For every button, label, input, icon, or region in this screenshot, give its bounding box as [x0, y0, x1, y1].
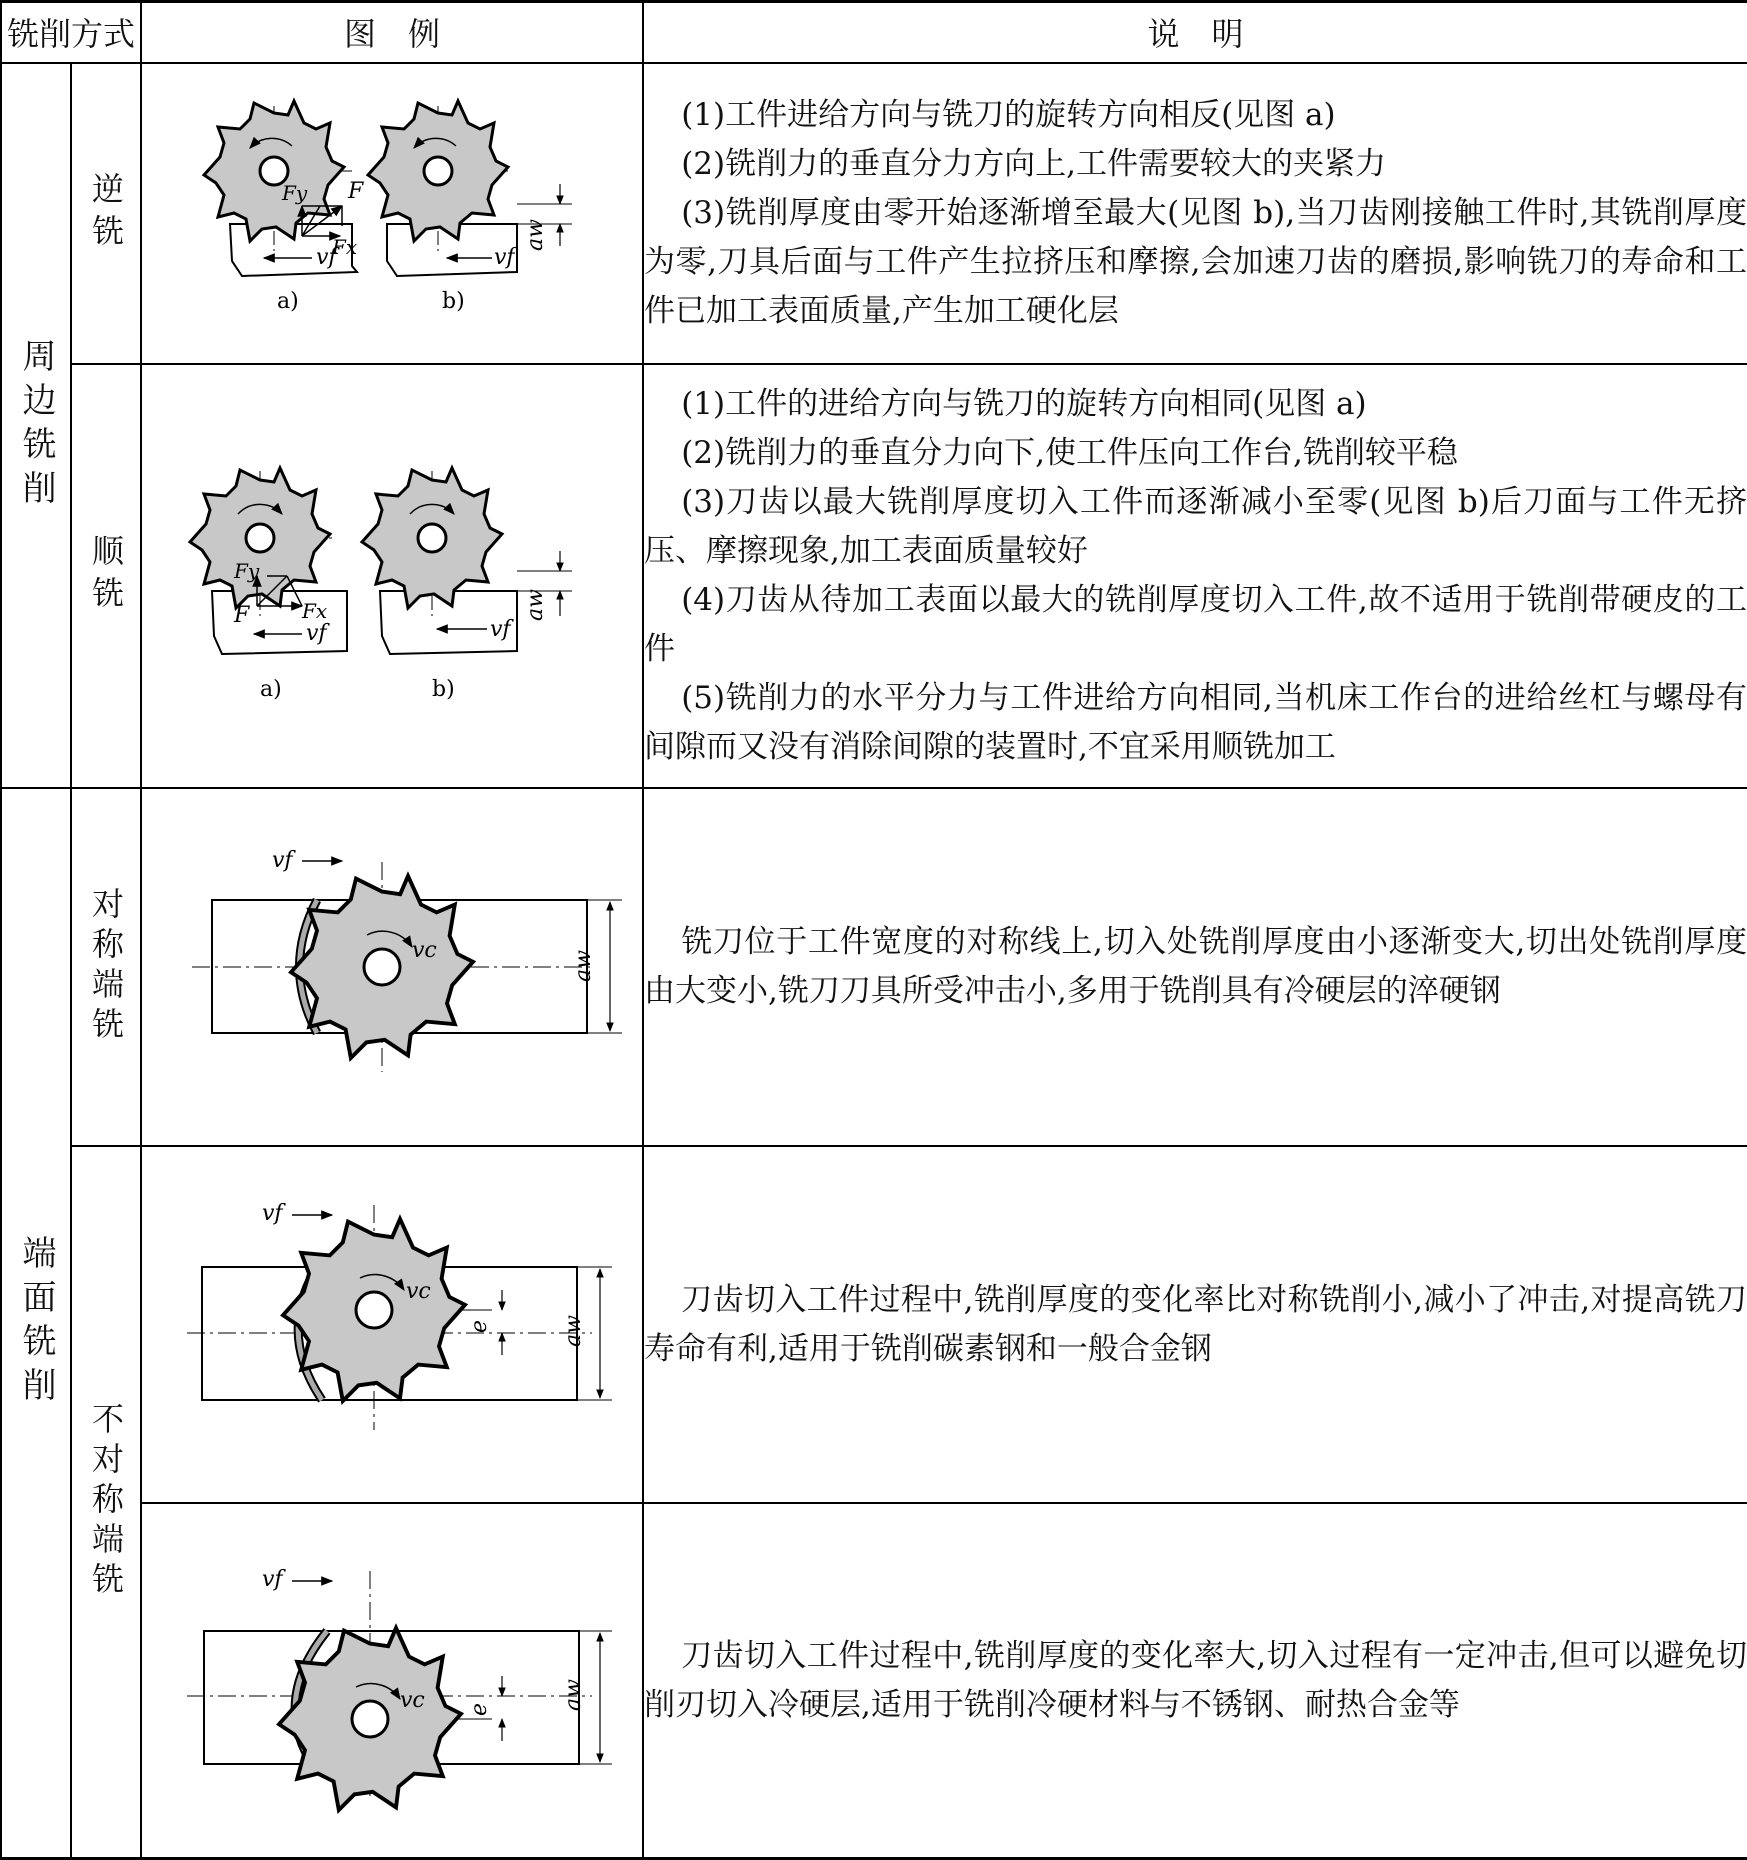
- row-up-milling: [1, 63, 1747, 364]
- method-asym-label: 不对称端铣: [87, 1401, 125, 1602]
- label-Fx: Fx: [332, 234, 358, 259]
- asymmetric-diagram-1: [142, 1165, 642, 1485]
- label-e-asym1: e: [467, 1319, 493, 1333]
- label-vf-asym1: vf: [262, 1200, 283, 1226]
- desc-asym2-text: 刀齿切入工件过程中,铣削厚度的变化率大,切入过程有一定冲击,但可以避免切削刃切入冷硬层,适用于铣削冷硬材料与不锈钢、耐热合金等: [644, 1637, 1747, 1723]
- category-face-label: 端面铣削: [16, 1235, 56, 1412]
- header-figure: 图 例: [141, 2, 643, 63]
- label-vf-a: vf: [316, 244, 337, 270]
- row-symmetric-face: [1, 788, 1747, 1145]
- method-sym-label: 对称端铣: [87, 887, 125, 1048]
- method-down: [71, 364, 141, 788]
- label-aw-down: aw: [523, 589, 549, 622]
- desc-up-milling: [643, 63, 1747, 364]
- label-aw-asym2: aw: [561, 1678, 587, 1711]
- category-peripheral-label: 周边铣削: [16, 337, 56, 514]
- figure-down-milling: [141, 364, 643, 788]
- down-fig-b: [362, 468, 572, 702]
- row-down-milling: [1, 364, 1747, 788]
- figure-symmetric: [141, 788, 643, 1145]
- figure-asymmetric-2: [141, 1503, 643, 1858]
- figure-asymmetric-1: [141, 1146, 643, 1503]
- label-vf-asym2: vf: [262, 1566, 283, 1592]
- desc-up-3: (3)铣削厚度由零开始逐渐增至最大(见图 b),当刀齿刚接触工件时,其铣削厚度为零,刀具后面与工件产生拉挤压和摩擦,会加速刀齿的磨损,影响铣刀的寿命和工件已加工表面质量,产生加工硬化层: [644, 195, 1747, 330]
- label-Fy-down: Fy: [234, 559, 260, 584]
- header-row: [1, 2, 1747, 63]
- up-fig-b: [368, 101, 572, 314]
- up-fig-a: [204, 101, 364, 314]
- label-vf-down-a: vf: [306, 621, 327, 647]
- desc-sym-text: 铣刀位于工件宽度的对称线上,切入处铣削厚度由小逐渐变大,切出处铣削厚度由大变小,铣刀刀具所受冲击小,多用于铣削具有冷硬层的淬硬钢: [644, 924, 1747, 1010]
- desc-asymmetric-2: [643, 1503, 1747, 1858]
- label-vf-sym: vf: [272, 848, 293, 874]
- desc-down-5: (5)铣削力的水平分力与工件进给方向相同,当机床工作台的进给丝杠与螺母有间隙而又没有消除间隙的装置时,不宜采用顺铣加工: [644, 680, 1747, 766]
- figure-up-milling: [141, 63, 643, 364]
- category-peripheral: [1, 63, 71, 789]
- label-aw-up: aw: [523, 218, 549, 251]
- label-b-down: b): [432, 677, 455, 703]
- desc-down-3: (3)刀齿以最大铣削厚度切入工件而逐渐减小至零(见图 b)后刀面与工件无挤压、摩擦现象,加工表面质量较好: [644, 484, 1747, 570]
- header-description: 说 明: [643, 2, 1747, 63]
- desc-up-1: (1)工件进给方向与铣刀的旋转方向相反(见图 a): [681, 97, 1336, 134]
- row-asymmetric-face-1: [1, 1146, 1747, 1503]
- label-F: F: [348, 178, 364, 204]
- label-Fx-down: Fx: [302, 599, 328, 624]
- label-vc-sym: vc: [412, 938, 437, 964]
- symmetric-diagram: [142, 807, 642, 1127]
- desc-asym1-text: 刀齿切入工件过程中,铣削厚度的变化率比对称铣削小,减小了冲击,对提高铣刀寿命有利,适用于铣削碳素钢和一般合金钢: [644, 1281, 1747, 1367]
- header-method: 铣削方式: [1, 2, 141, 63]
- label-b: b): [442, 288, 465, 314]
- desc-down-1: (1)工件的进给方向与铣刀的旋转方向相同(见图 a): [681, 386, 1367, 423]
- desc-up-2: (2)铣削力的垂直分力方向上,工件需要较大的夹紧力: [681, 146, 1386, 183]
- label-aw-sym: aw: [571, 950, 597, 983]
- label-a-down: a): [260, 677, 282, 703]
- method-sym: [71, 788, 141, 1145]
- up-milling-diagram: [142, 76, 642, 352]
- label-F-down: F: [234, 603, 250, 629]
- down-milling-diagram: [142, 426, 642, 726]
- category-face: [1, 788, 71, 1858]
- asymmetric-diagram-2: [142, 1521, 642, 1841]
- label-vf-down-b: vf: [490, 617, 511, 643]
- label-Fy: Fy: [282, 180, 308, 205]
- label-a: a): [277, 288, 299, 314]
- method-down-label: 顺铣: [87, 534, 125, 619]
- desc-down-2: (2)铣削力的垂直分力向下,使工件压向工作台,铣削较平稳: [681, 435, 1458, 472]
- desc-down-4: (4)刀齿从待加工表面以最大的铣削厚度切入工件,故不适用于铣削带硬皮的工件: [644, 582, 1747, 668]
- label-aw-asym1: aw: [561, 1314, 587, 1347]
- label-vc-asym2: vc: [400, 1687, 425, 1713]
- desc-down-milling: [643, 364, 1747, 788]
- method-asym: [71, 1146, 141, 1859]
- down-fig-a: [190, 468, 347, 702]
- desc-symmetric: [643, 788, 1747, 1145]
- method-up-label: 逆铣: [87, 171, 125, 256]
- method-up: [71, 63, 141, 364]
- desc-asymmetric-1: [643, 1146, 1747, 1503]
- label-vf-b: vf: [494, 244, 515, 270]
- row-asymmetric-face-2: [1, 1503, 1747, 1858]
- label-e-asym2: e: [467, 1702, 493, 1716]
- label-vc-asym1: vc: [406, 1278, 431, 1304]
